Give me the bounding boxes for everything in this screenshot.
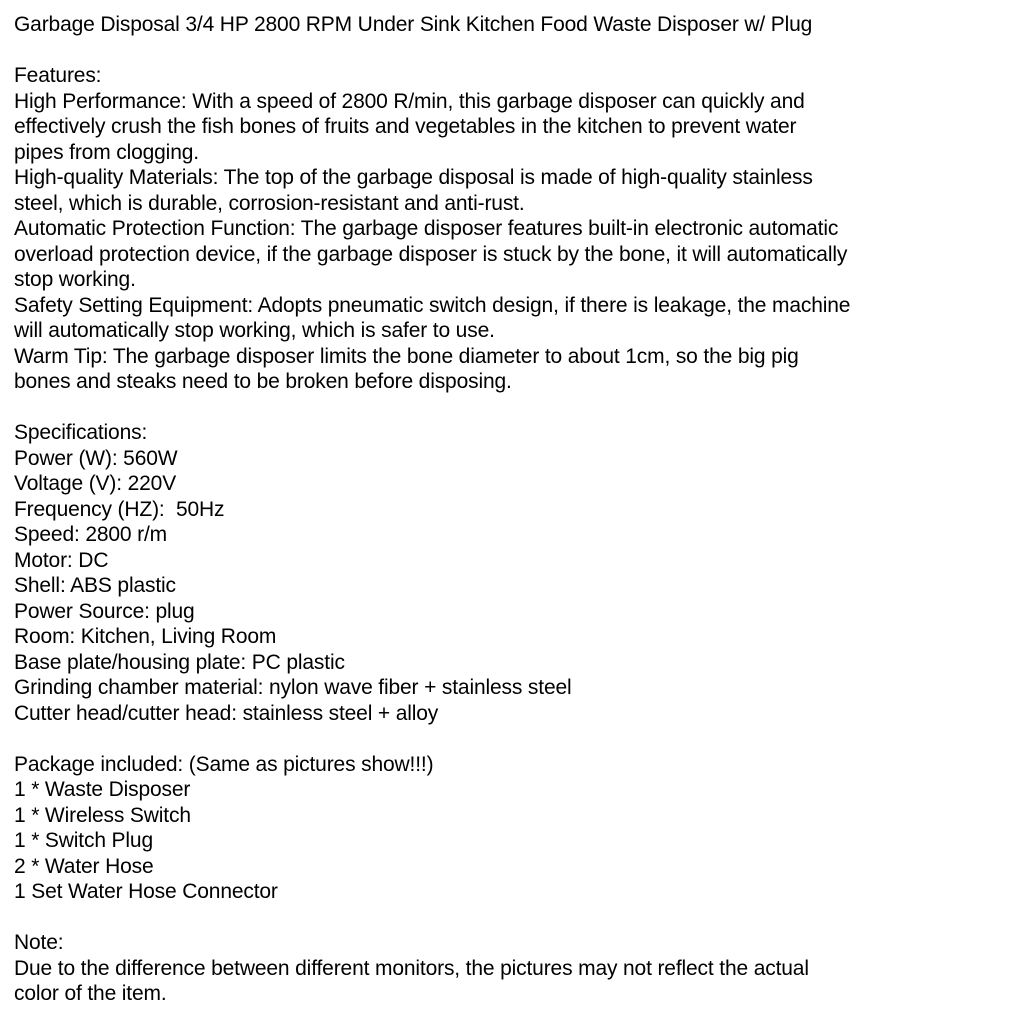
features-line: will automatically stop working, which is safer to use. (14, 319, 495, 342)
note-line: Due to the difference between different monitors, the pictures may not reflect the actual (14, 956, 809, 980)
features-line: effectively crush the fish bones of fruits and vegetables in the kitchen to prevent water (14, 115, 797, 138)
specifications-line: Frequency (HZ): 50Hz (14, 497, 225, 521)
block-specifications (14, 420, 1008, 726)
package-included-line: 1 * Waste Disposer (14, 778, 191, 801)
features-line: pipes from clogging. (14, 140, 199, 164)
features-line: steel, which is durable, corrosion-resistant and anti-rust. (14, 191, 525, 215)
specifications-line: Speed: 2800 r/m (14, 523, 168, 546)
specifications-line: Voltage (V): 220V (14, 472, 177, 495)
block-features (14, 63, 1008, 395)
block-title (14, 12, 1008, 38)
features-line: bones and steaks need to be broken before disposing. (14, 370, 512, 393)
features-heading: Features: (14, 64, 102, 87)
specifications-line: Motor: DC (14, 548, 109, 572)
specifications-line: Power (W): 560W (14, 446, 178, 470)
package-included-line: 1 * Switch Plug (14, 829, 153, 852)
package-included-line: 1 * Wireless Switch (14, 803, 191, 827)
block-package-included (14, 752, 1008, 905)
specifications-line: Room: Kitchen, Living Room (14, 625, 277, 648)
note-heading: Note: (14, 931, 64, 954)
specifications-line: Base plate/housing plate: PC plastic (14, 650, 345, 674)
specifications-line: Shell: ABS plastic (14, 574, 176, 597)
package-included-line: 2 * Water Hose (14, 854, 154, 878)
specifications-line: Power Source: plug (14, 599, 195, 623)
product-title: Garbage Disposal 3/4 HP 2800 RPM Under Sink Kitchen Food Waste Disposer w/ Plug (14, 13, 813, 36)
note-line: color of the item. (14, 982, 167, 1005)
block-note (14, 930, 1008, 1007)
features-line: Safety Setting Equipment: Adopts pneumatic switch design, if there is leakage, the machine (14, 293, 851, 317)
features-line: Automatic Protection Function: The garbage disposer features built-in electronic automatic (14, 217, 839, 240)
features-line: High-quality Materials: The top of the garbage disposal is made of high-quality stainless (14, 166, 813, 189)
features-line: stop working. (14, 268, 136, 291)
package-included-heading: Package included: (Same as pictures show!!!) (14, 752, 434, 776)
specifications-line: Cutter head/cutter head: stainless steel + alloy (14, 701, 439, 725)
specifications-heading: Specifications: (14, 421, 148, 444)
features-line: overload protection device, if the garbage disposer is stuck by the bone, it will automatically (14, 242, 848, 266)
package-included-line: 1 Set Water Hose Connector (14, 880, 278, 903)
specifications-line: Grinding chamber material: nylon wave fiber + stainless steel (14, 676, 572, 699)
features-line: Warm Tip: The garbage disposer limits the bone diameter to about 1cm, so the big pig (14, 344, 799, 368)
features-line: High Performance: With a speed of 2800 R/min, this garbage disposer can quickly and (14, 89, 805, 113)
